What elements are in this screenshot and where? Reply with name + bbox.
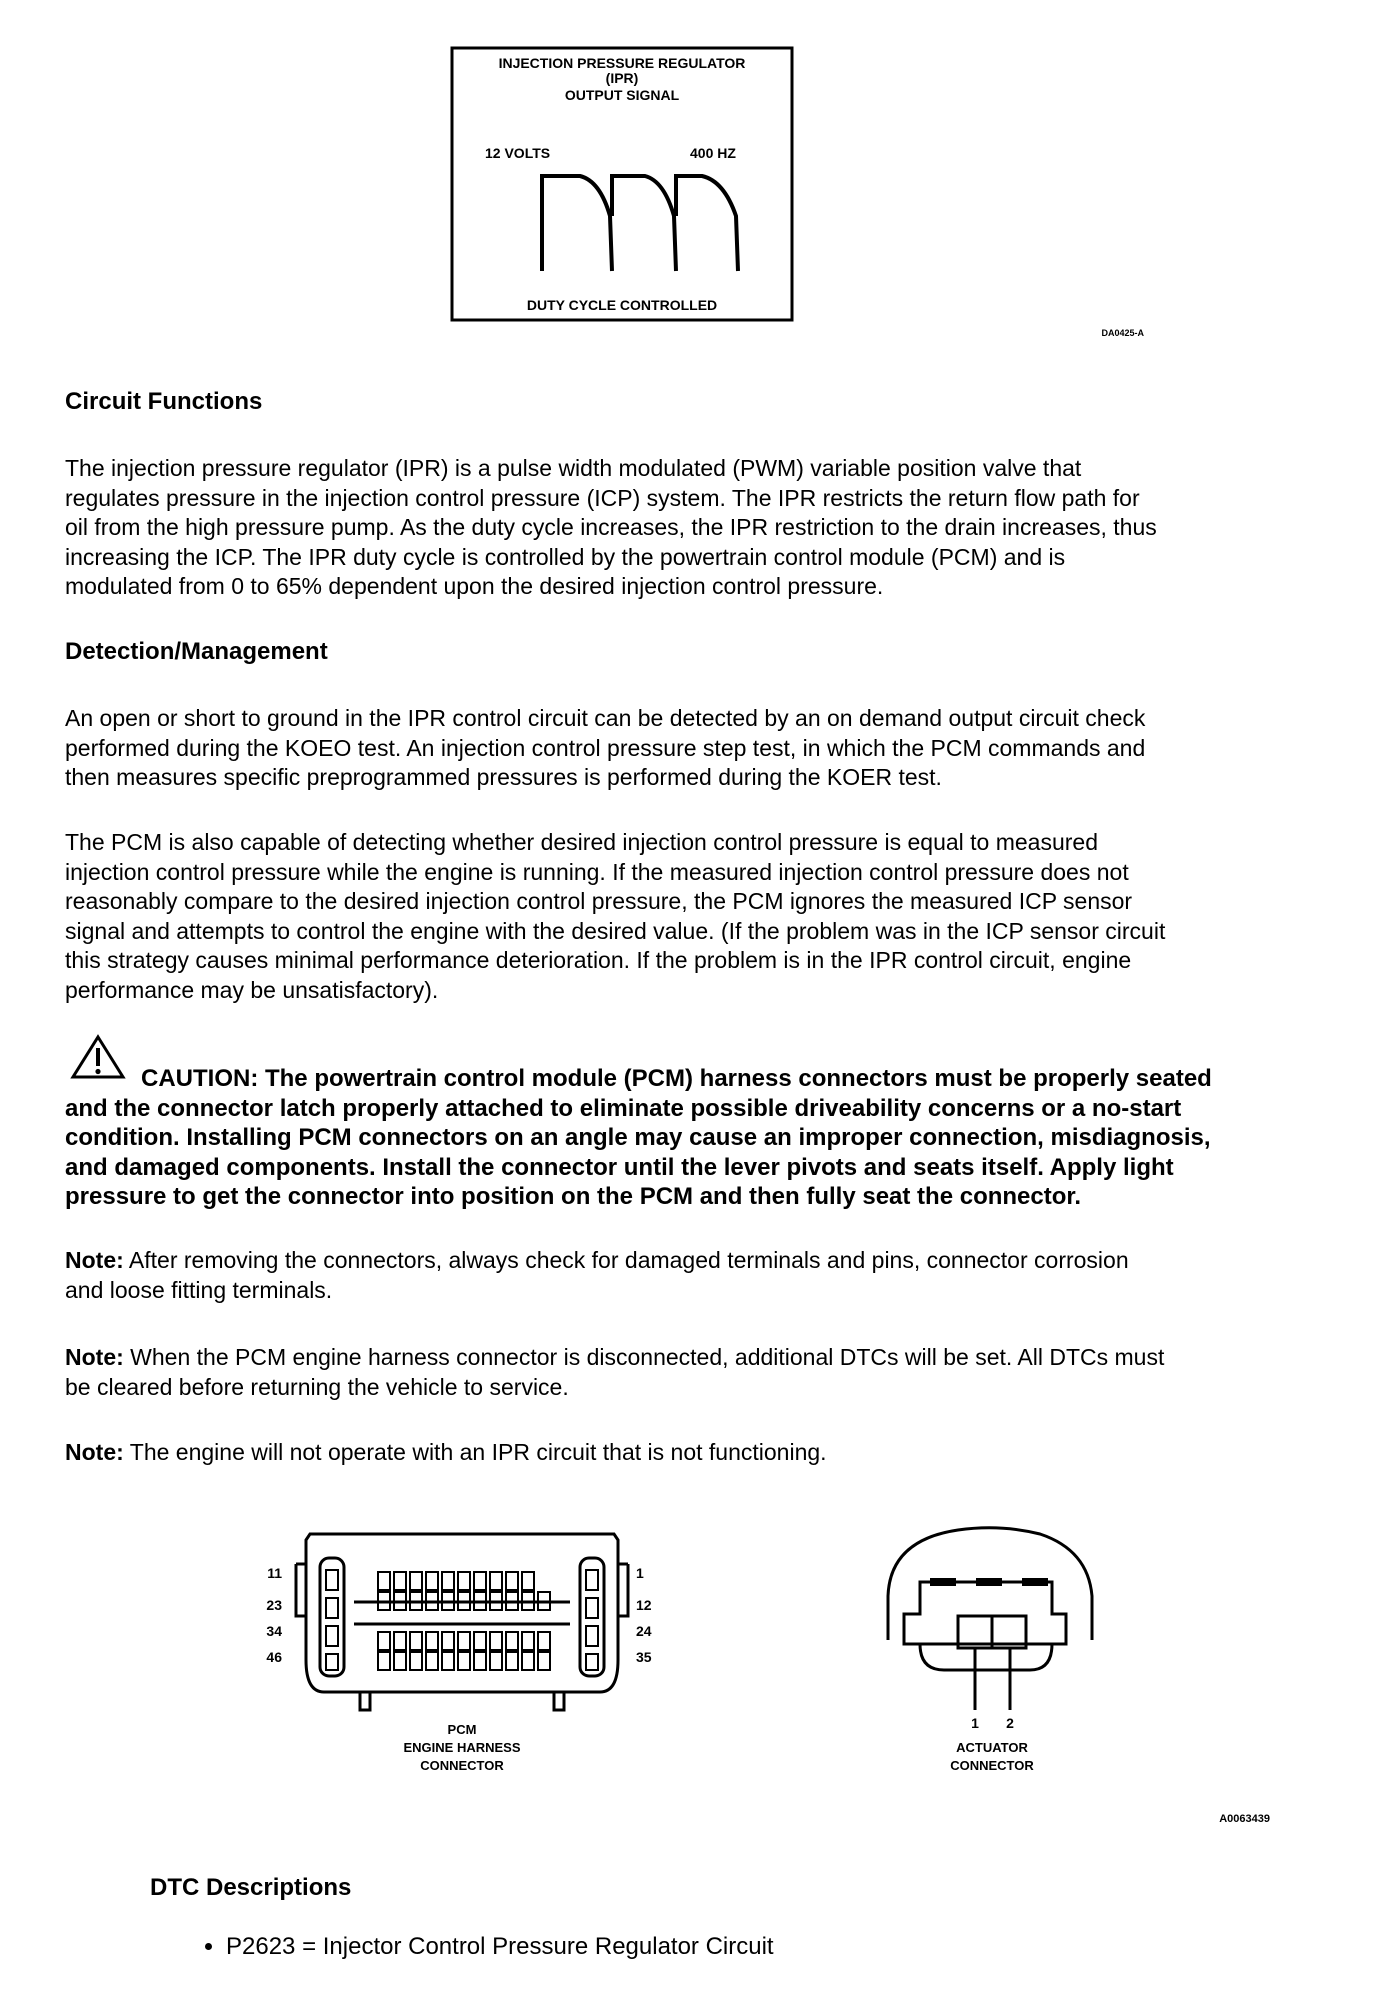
text-line: then measures specific preprogrammed pressures is performed during the KOER test. (65, 764, 942, 790)
text-line: and loose fitting terminals. (65, 1276, 333, 1303)
text-line: condition. Installing PCM connectors on an angle may cause an improper connection, misdiagnosis, (65, 1124, 1211, 1151)
actuator-caption-line: ACTUATOR (956, 1740, 1028, 1755)
pcm-pin-label: 46 (266, 1649, 282, 1665)
pcm-caption-line: CONNECTOR (420, 1758, 504, 1773)
text-line: The engine will not operate with an IPR circuit that is not functioning. (129, 1439, 827, 1465)
note-2 (65, 1343, 1164, 1402)
text-line: injection control pressure while the engine is running. If the measured injection control pressure does not (65, 858, 1129, 885)
text-line: signal and attempts to control the engine with the desired value. (If the problem was in the ICP sensor circuit (65, 917, 1166, 944)
pcm-pin-label: 23 (266, 1597, 282, 1613)
actuator-connector-diagram (888, 1528, 1092, 1710)
pcm-caption-line: PCM (447, 1722, 477, 1737)
text-line: When the PCM engine harness connector is disconnected, additional DTCs will be set. All DTCs must (130, 1344, 1165, 1370)
note-1 (65, 1246, 1129, 1305)
text-line: this strategy causes minimal performance deterioration. If the problem is in the IPR control circuit, engine (65, 947, 1132, 973)
note-label: Note: (65, 1247, 124, 1273)
ipr-title-line-3: OUTPUT SIGNAL (564, 87, 680, 103)
pcm-caption-line: ENGINE HARNESS (403, 1740, 521, 1755)
actuator-pin-label: 2 (1006, 1715, 1014, 1731)
detection-paragraph-1 (65, 704, 1145, 793)
text-line: oil from the high pressure pump. As the duty cycle increases, the IPR restriction to the drain increases, thus (65, 514, 1157, 540)
text-line: and damaged components. Install the connector until the lever pivots and seats itself. Apply light (65, 1153, 1174, 1181)
dtc-heading: DTC Descriptions (150, 1874, 352, 1901)
pcm-pin-columns (326, 1570, 598, 1670)
ipr-title-line-2: (IPR) (605, 70, 639, 86)
pcm-pin-rows (378, 1572, 550, 1670)
caution-text (65, 1064, 1212, 1212)
dtc-item: • P2623 = Injector Control Pressure Regulator Circuit (226, 1932, 774, 1962)
actuator-caption-line: CONNECTOR (950, 1758, 1034, 1773)
pcm-pin-label: 35 (636, 1649, 652, 1665)
detection-paragraph-2 (65, 828, 1165, 1005)
text-line: pressure to get the connector into position on the PCM and then fully seat the connector. (65, 1183, 1082, 1210)
text-line: The PCM is also capable of detecting whether desired injection control pressure is equal to measured (65, 829, 1099, 855)
text-line: CAUTION: The powertrain control module (PCM) harness connectors must be properly seated (141, 1065, 1212, 1092)
text-line: An open or short to ground in the IPR control circuit can be detected by an on demand output circuit check (65, 705, 1146, 731)
text-line: After removing the connectors, always check for damaged terminals and pins, connector corrosion (128, 1247, 1129, 1273)
text-line: be cleared before returning the vehicle to service. (65, 1373, 569, 1400)
ipr-figure-code: DA0425-A (1101, 328, 1144, 338)
circuit-functions-heading: Circuit Functions (65, 388, 263, 415)
dtc-list (190, 1932, 774, 1962)
ipr-signal-figure (440, 46, 1160, 346)
pcm-pin-label: 34 (266, 1623, 282, 1639)
connector-figure-code: A0063439 (1219, 1813, 1270, 1825)
connector-figure (240, 1520, 1280, 1850)
ipr-title-line-1: INJECTION PRESSURE REGULATOR (498, 55, 746, 71)
text-line: and the connector latch properly attached to eliminate possible driveability concerns or a no-start (65, 1094, 1182, 1122)
note-label: Note: (65, 1344, 124, 1370)
note-label: Note: (65, 1439, 124, 1465)
pcm-pin-label: 24 (636, 1623, 652, 1639)
text-line: reasonably compare to the desired injection control pressure, the PCM ignores the measured ICP sensor (65, 888, 1133, 914)
note-3 (65, 1438, 827, 1468)
pcm-pin-label: 1 (636, 1565, 644, 1581)
text-line: performed during the KOEO test. An injection control pressure step test, in which the PCM commands and (65, 734, 1146, 761)
text-line: The injection pressure regulator (IPR) is a pulse width modulated (PWM) variable position valve that (65, 455, 1082, 481)
text-line: modulated from 0 to 65% dependent upon the desired injection control pressure. (65, 573, 884, 599)
text-line: regulates pressure in the injection control pressure (ICP) system. The IPR restricts the return flow path for (65, 484, 1140, 511)
pcm-pin-label: 12 (636, 1597, 652, 1613)
detection-heading: Detection/Management (65, 638, 328, 665)
text-line: performance may be unsatisfactory). (65, 976, 439, 1003)
ipr-voltage-label: 12 VOLTS (485, 145, 551, 161)
ipr-frequency-label: 400 HZ (690, 145, 736, 161)
actuator-terminal-blocks (930, 1578, 1048, 1586)
circuit-functions-paragraph (65, 454, 1157, 602)
text-line: increasing the ICP. The IPR duty cycle is controlled by the powertrain control module (PCM) and is (65, 543, 1066, 570)
pcm-pin-label: 11 (267, 1565, 282, 1581)
actuator-pin-label: 1 (971, 1715, 979, 1731)
pcm-connector-diagram (296, 1534, 628, 1710)
ipr-footer-label: DUTY CYCLE CONTROLLED (526, 297, 718, 313)
